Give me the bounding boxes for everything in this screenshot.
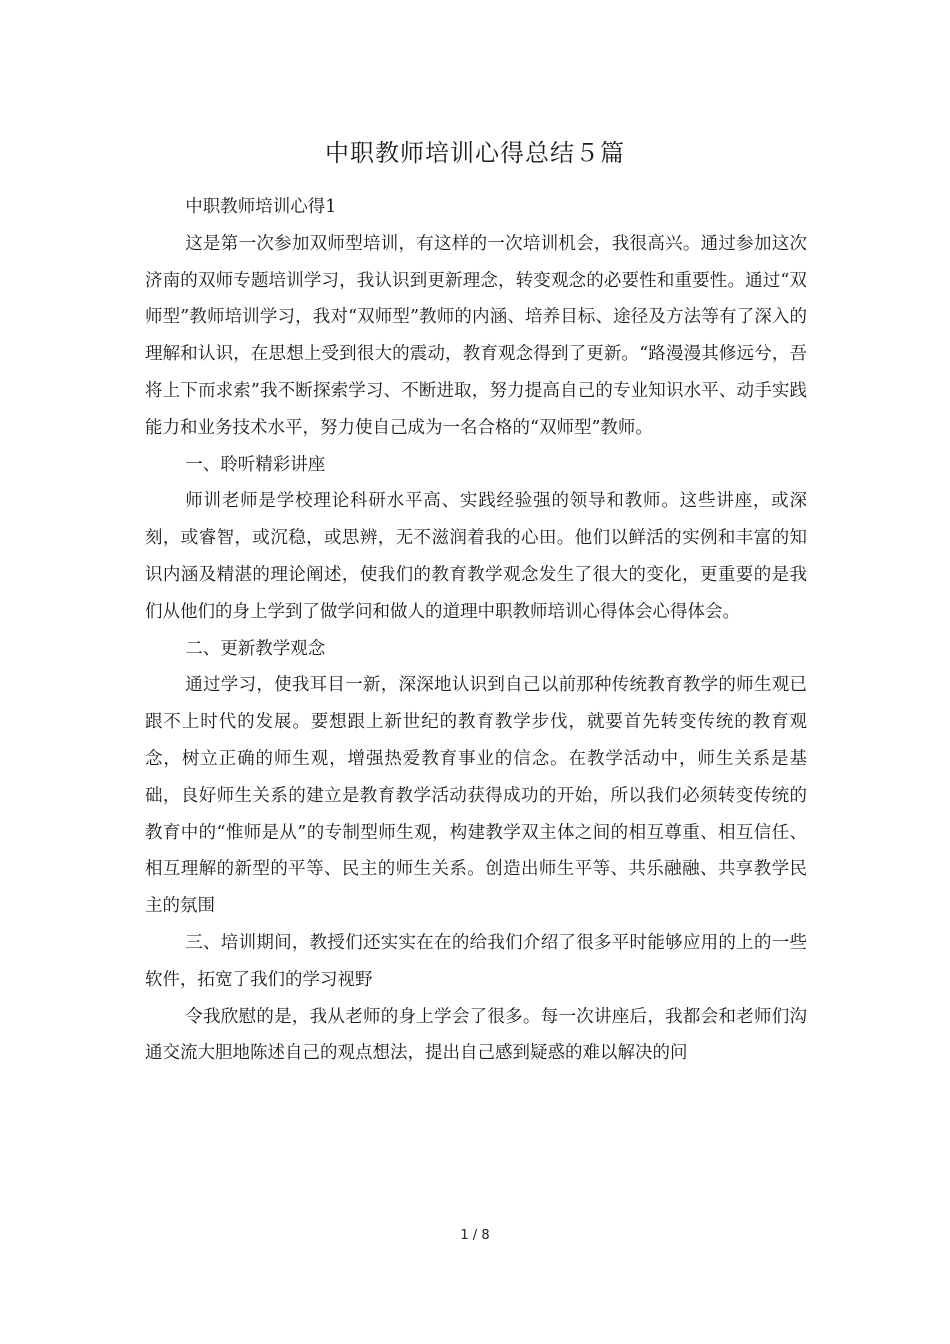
section-heading: 中职教师培训心得1 bbox=[185, 197, 337, 217]
body-paragraph: 师训老师是学校理论科研水平高、实践经验强的领导和教师。这些讲座，或深刻，或睿智，或沉稳，或思辨，无不滋润着我的心田。他们以鲜活的实例和丰富的知识内涵及精湛的理论阐述，使我们的教育教学观念发生了很大的变化，更重要的是我们从他们的身上学到了做学问和做人的道理中职教师培训心得体会心得体会。 bbox=[145, 491, 807, 622]
section-heading: 一、聆听精彩讲座 bbox=[185, 454, 326, 475]
body-paragraph: 三、培训期间，教授们还实实在在的给我们介绍了很多平时能够应用的上的一些软件，拓宽了我们的学习视野 bbox=[145, 932, 807, 990]
section-heading: 二、更新教学观念 bbox=[185, 638, 326, 659]
body-paragraph: 通过学习，使我耳目一新，深深地认识到自己以前那种传统教育教学的师生观已跟不上时代的发展。要想跟上新世纪的教育教学步伐，就要首先转变传统的教育观念，树立正确的师生观，增强热爱教育事业的信念。在教学活动中，师生关系是基础，良好师生关系的建立是教育教学活动获得成功的开始，所以我们必须转变传统的教育中的“惟师是从”的专制型师生观，构建教学双主体之间的相互尊重、相互信任、相互理解的新型的平等、民主的师生关系。创造出师生平等、共乐融融、共享教学民主的氛围 bbox=[145, 675, 807, 917]
body-paragraph: 这是第一次参加双师型培训，有这样的一次培训机会，我很高兴。通过参加这次济南的双师专题培训学习，我认识到更新理念，转变观念的必要性和重要性。通过“双师型”教师培训学习，我对“双师型”教师的内涵、培养目标、途径及方法等有了深入的理解和认识，在思想上受到很大的震动，教育观念得到了更新。“路漫漫其修远兮，吾将上下而求索”我不断探索学习、不断进取，努力提高自己的专业知识水平、动手实践能力和业务技术水平，努力使自己成为一名合格的“双师型”教师。 bbox=[145, 233, 807, 438]
document-title: 中职教师培训心得总结５篇 bbox=[325, 139, 625, 167]
page-number: 1 / 8 bbox=[460, 1228, 490, 1243]
body-paragraph: 令我欣慰的是，我从老师的身上学会了很多。每一次讲座后，我都会和老师们沟通交流大胆地陈述自己的观点想法，提出自己感到疑惑的难以解决的问 bbox=[145, 1006, 807, 1064]
document-body bbox=[145, 189, 807, 1072]
